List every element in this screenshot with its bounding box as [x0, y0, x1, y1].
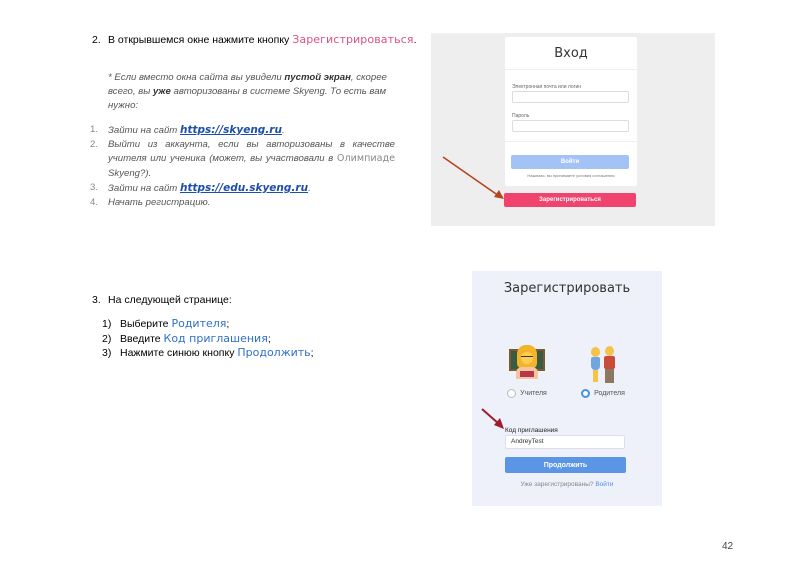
continue-button[interactable]: Продолжить — [505, 457, 626, 473]
password-label: Пароль — [512, 113, 530, 119]
page-number: 42 — [722, 541, 734, 552]
login-button[interactable]: Войти — [511, 155, 629, 169]
note-bold: пустой экран — [284, 72, 351, 83]
step-number: 3. — [92, 294, 101, 306]
list-item — [90, 196, 395, 210]
note-text: авторизованы в системе Skyeng. То есть вам нужно: — [108, 86, 387, 112]
item-number: 1) — [102, 318, 112, 330]
list-item — [90, 123, 395, 138]
step-3-heading — [92, 294, 232, 306]
already-registered — [472, 481, 662, 488]
list-item — [102, 332, 314, 347]
list-item — [102, 346, 314, 361]
item-text: Выйти из аккаунта, если вы авторизованы в качестве учителя или ученика (может, вы участвовали в — [108, 139, 395, 165]
item-number: 4. — [90, 197, 99, 209]
teacher-radio[interactable] — [507, 389, 516, 398]
step-3-list — [102, 317, 314, 361]
note-paragraph — [108, 71, 393, 114]
item-number: 3. — [90, 181, 99, 193]
terms-text: Нажимая, вы принимаете условия соглашения — [527, 173, 615, 178]
login-screenshot — [431, 33, 715, 226]
login-card — [505, 37, 637, 186]
parents-icon — [583, 345, 623, 385]
list-item — [90, 138, 395, 181]
note-text: * Если вместо окна сайта вы увидели — [108, 72, 285, 83]
parent-highlight: Родителя — [171, 317, 227, 330]
login-title: Вход — [505, 37, 637, 70]
login-link[interactable]: Войти — [595, 481, 614, 488]
item-text: Нажмите синюю кнопку — [120, 347, 238, 359]
item-text: Зайти на сайт — [108, 182, 180, 194]
continue-highlight: Продолжить — [237, 346, 311, 359]
email-label: Электронная почта или логин — [512, 84, 582, 90]
item-number: 2. — [90, 139, 99, 151]
olympiad-highlight: Олимпиаде — [336, 153, 395, 165]
item-text: Skyeng?). — [108, 167, 152, 179]
register-screenshot — [472, 271, 662, 506]
email-field[interactable] — [512, 91, 629, 103]
already-text: Уже зарегистрированы? — [520, 481, 596, 488]
list-item — [90, 181, 395, 196]
invite-code-field[interactable]: AndreyTest — [505, 435, 625, 449]
substeps-list — [90, 123, 395, 210]
item-punct: ; — [310, 347, 314, 359]
item-number: 2) — [102, 332, 112, 345]
step-text: В открывшемся окне нажмите кнопку — [108, 34, 293, 46]
item-punct: . — [308, 182, 311, 194]
invite-code-highlight: Код приглашения — [163, 331, 268, 345]
item-text: Начать регистрацию. — [108, 197, 211, 209]
list-item — [102, 317, 314, 332]
password-field[interactable] — [512, 120, 629, 132]
register-button[interactable]: Зарегистрироваться — [504, 193, 636, 207]
item-text: Введите — [120, 332, 164, 345]
role-parent[interactable] — [568, 345, 638, 398]
step-text: На следующей странице: — [108, 294, 232, 306]
item-text: Выберите — [120, 318, 172, 330]
parent-label: Родителя — [594, 390, 625, 397]
skyeng-link[interactable]: https://skyeng.ru — [179, 124, 282, 136]
parent-radio[interactable] — [581, 389, 590, 398]
teacher-icon — [507, 345, 547, 379]
step-2-heading — [92, 33, 417, 46]
step-punct: . — [413, 34, 417, 46]
note-text: , скорее всего, вы — [108, 72, 387, 98]
register-title: Зарегистрировать — [503, 281, 631, 296]
teacher-label: Учителя — [520, 390, 547, 397]
register-highlight: Зарегистрироваться — [292, 33, 414, 46]
item-number: 1. — [90, 124, 99, 135]
divider — [505, 141, 637, 142]
item-punct: ; — [226, 318, 230, 330]
step-number: 2. — [92, 34, 101, 46]
item-punct: ; — [267, 332, 271, 345]
note-bold: уже — [152, 86, 171, 98]
item-number: 3) — [102, 347, 112, 359]
invite-code-label: Код приглашения — [505, 427, 558, 434]
role-teacher[interactable] — [492, 345, 562, 398]
item-punct: . — [281, 125, 285, 136]
edu-skyeng-link[interactable]: https://edu.skyeng.ru — [179, 181, 309, 194]
item-text: Зайти на сайт — [108, 125, 180, 136]
